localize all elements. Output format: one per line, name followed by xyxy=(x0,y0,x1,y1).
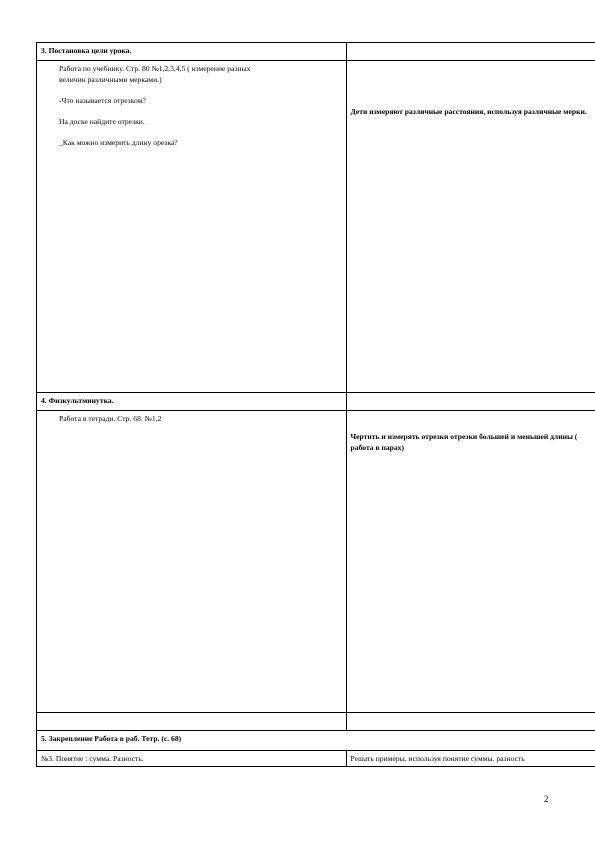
page-number: 2 xyxy=(544,794,549,804)
stage3-task-text xyxy=(41,63,342,148)
table-row xyxy=(37,393,595,411)
stage4-title-cell xyxy=(37,393,347,411)
stage4-task-text: Работа в тетради. Стр. 68. №1,2 xyxy=(59,414,162,423)
stage3-question-1: -Что называется отрезком? xyxy=(59,96,146,105)
table-row xyxy=(37,751,595,767)
stage3-teacher-cell xyxy=(37,61,347,393)
stage3-task-line-1: Работа по учебнику. Стр. 80 №1,2,3,4,5 ( измерение разных xyxy=(59,64,251,73)
table-row xyxy=(37,43,595,61)
stage4-teacher-cell xyxy=(37,411,347,713)
stage3-title: 3. Постановка цели урока. xyxy=(41,46,132,55)
stage4-pupils-note: Чертить и измерять отрезки отрезки большей и меньшей длины ( работа в парах) xyxy=(350,432,578,452)
empty-cell-right xyxy=(346,713,595,731)
stage5-right-text: Решать примеры, используя понятие суммы. разность xyxy=(350,754,525,763)
stage5-right-cell xyxy=(346,751,595,767)
stage5-left-cell xyxy=(37,751,347,767)
stage4-right-empty-cell xyxy=(346,393,595,411)
stage5-left-text: №3. Понятие : сумма. Разность. xyxy=(41,754,144,763)
stage3-instruction: На доске найдите отрезки. xyxy=(59,117,145,126)
lesson-plan-table xyxy=(36,42,595,767)
stage4-title: 4. Физкультминутка. xyxy=(41,396,114,405)
stage5-title: 5. Закрепление Работа в раб. Тетр. (с. 68) xyxy=(41,734,182,743)
stage4-pupils-cell xyxy=(346,411,595,713)
empty-cell-left xyxy=(37,713,347,731)
table-row xyxy=(37,61,595,393)
table-row xyxy=(37,731,595,751)
stage3-pupils-cell xyxy=(346,61,595,393)
stage5-title-cell xyxy=(37,731,595,751)
stage3-title-cell xyxy=(37,43,347,61)
table-row xyxy=(37,411,595,713)
table-row xyxy=(37,713,595,731)
stage3-task-line-2: величин различными мерками.) xyxy=(59,75,162,84)
stage3-question-2: _Как можно измерить длину орезка? xyxy=(59,138,178,147)
stage3-pupils-note: Дети измеряют различные расстояния, используя различные мерки. xyxy=(350,107,587,116)
stage3-right-empty-cell xyxy=(346,43,595,61)
